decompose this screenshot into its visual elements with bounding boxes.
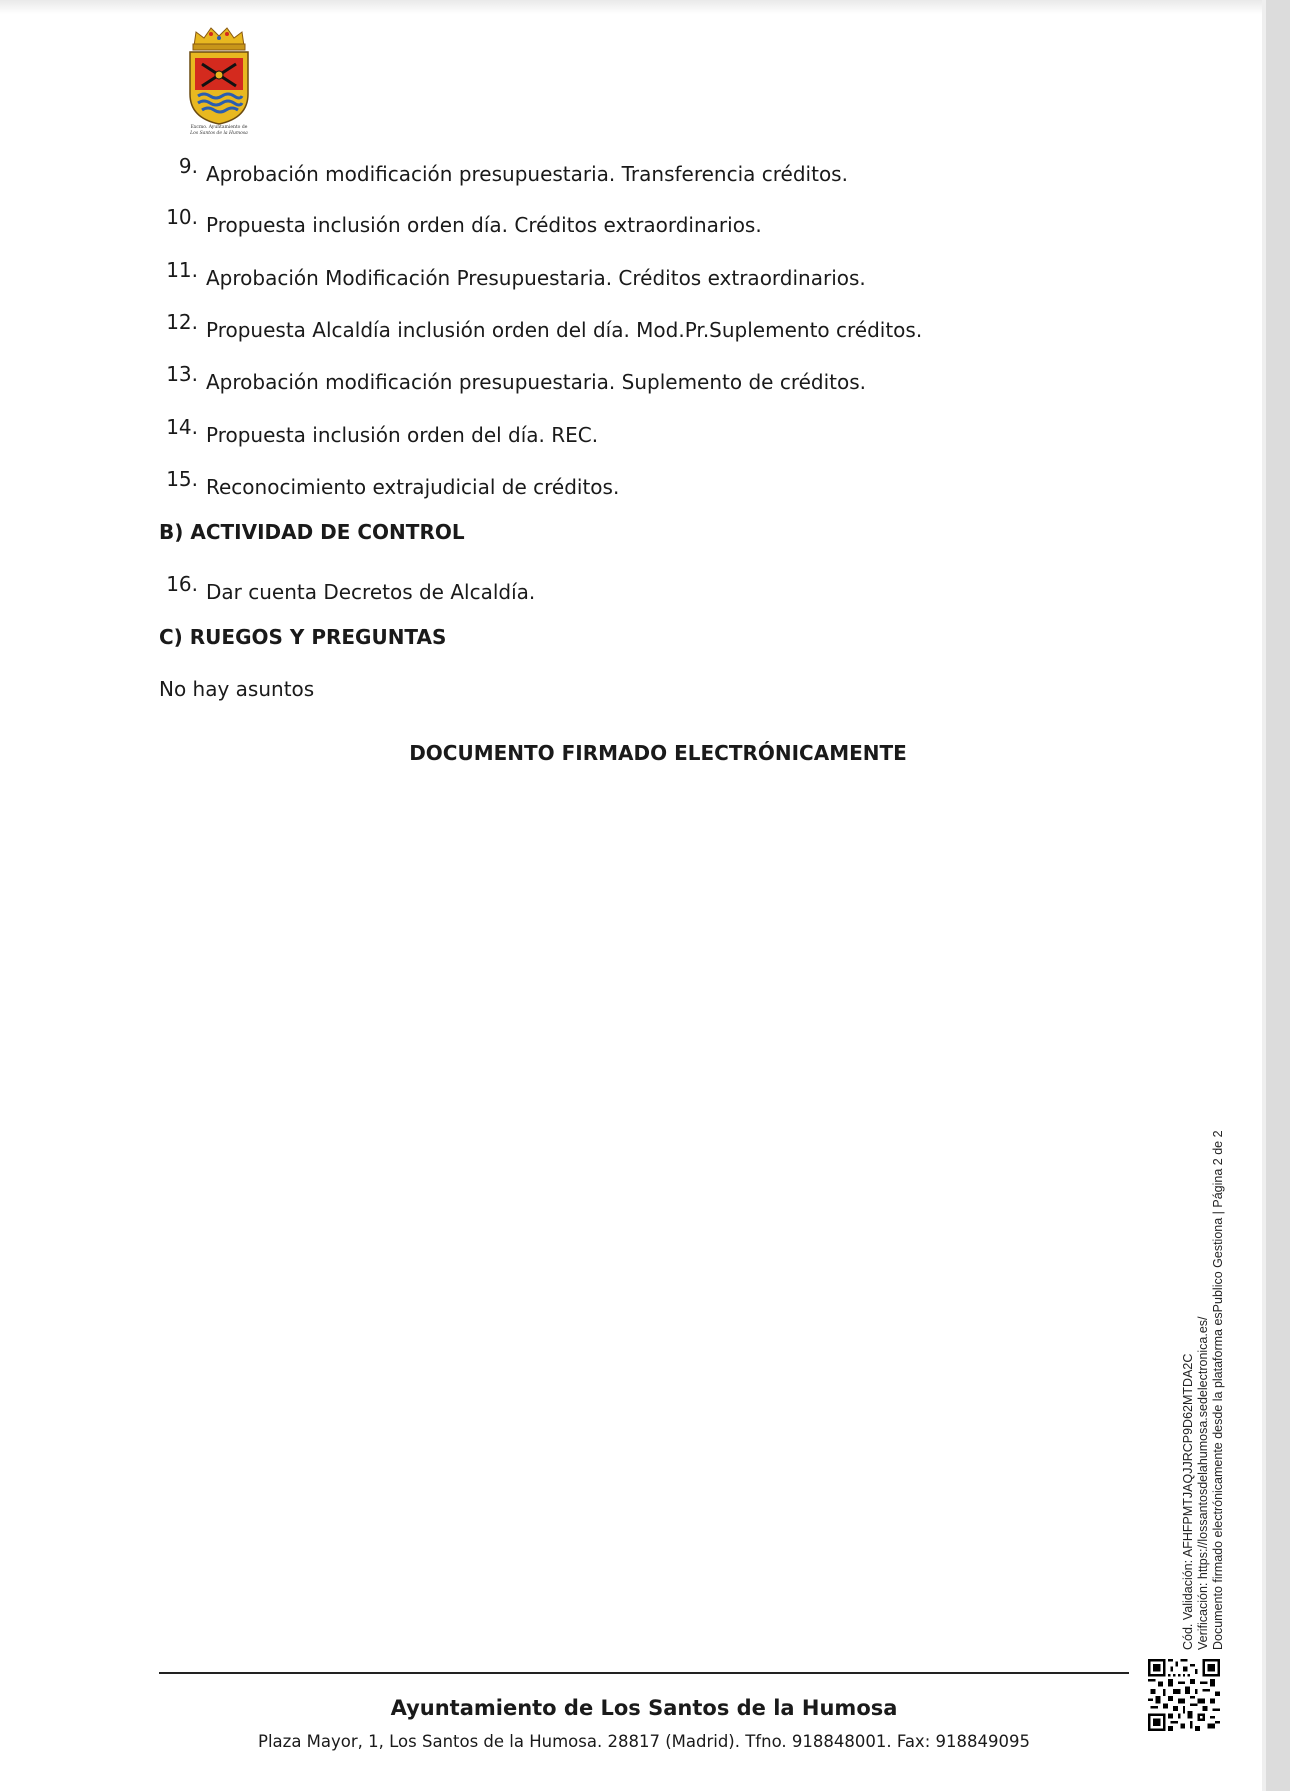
footer-address: Plaza Mayor, 1, Los Santos de la Humosa. 28817 (Madrid). Tfno. 918848001. Fax: 918849095 xyxy=(258,1732,1030,1751)
section-heading-control: B) ACTIVIDAD DE CONTROL xyxy=(159,520,465,544)
validation-code: Cód. Validación: AFHFPMTJAQJJRCP9D62MTDA2C xyxy=(1181,1353,1195,1650)
logo-caption-line1: Excmo. Ayuntamiento de xyxy=(190,125,248,130)
agenda-item-9 xyxy=(150,151,848,186)
agenda-item-15 xyxy=(150,464,620,499)
agenda-number: 13. xyxy=(166,362,198,386)
logo-caption-line2: Los Santos de la Humosa xyxy=(190,131,248,136)
footer-divider xyxy=(159,1672,1129,1674)
page-edge xyxy=(1266,0,1290,1791)
agenda-text: Dar cuenta Decretos de Alcaldía. xyxy=(206,580,536,604)
agenda-number: 9. xyxy=(178,154,198,178)
agenda-number: 14. xyxy=(166,415,198,439)
agenda-item-10 xyxy=(150,202,762,237)
footer-title: Ayuntamiento de Los Santos de la Humosa xyxy=(390,1696,898,1720)
agenda-text: Propuesta Alcaldía inclusión orden del día. Mod.Pr.Suplemento créditos. xyxy=(206,318,923,342)
agenda-text: Aprobación modificación presupuestaria. Suplemento de créditos. xyxy=(206,370,867,394)
agenda-item-11 xyxy=(150,255,866,290)
agenda-item-14 xyxy=(150,412,599,447)
agenda-text: Aprobación modificación presupuestaria. Transferencia créditos. xyxy=(206,162,848,186)
verification-url[interactable]: Verificación: https://lossantosdelahumosa.sedelectronica.es/ xyxy=(1196,1316,1210,1650)
agenda-item-12 xyxy=(150,307,923,342)
agenda-number: 11. xyxy=(166,258,198,282)
page-top-shade xyxy=(0,0,1266,14)
qr-code-icon[interactable] xyxy=(1148,1659,1220,1731)
verification-stamp xyxy=(1181,1130,1226,1650)
signed-notice: DOCUMENTO FIRMADO ELECTRÓNICAMENTE xyxy=(409,741,907,765)
agenda-number: 15. xyxy=(166,467,198,491)
agenda-item-13 xyxy=(150,359,867,394)
municipal-coat-of-arms-logo xyxy=(180,24,258,136)
agenda-number: 12. xyxy=(166,310,198,334)
agenda-number: 16. xyxy=(166,572,198,596)
agenda-item-16 xyxy=(150,569,536,604)
agenda-number: 10. xyxy=(166,205,198,229)
agenda-text: Aprobación Modificación Presupuestaria. Créditos extraordinarios. xyxy=(206,266,866,290)
agenda-text: Propuesta inclusión orden día. Créditos extraordinarios. xyxy=(206,213,762,237)
section-heading-ruegos: C) RUEGOS Y PREGUNTAS xyxy=(159,625,447,649)
agenda-text: Reconocimiento extrajudicial de créditos. xyxy=(206,475,620,499)
no-items-text: No hay asuntos xyxy=(159,677,315,701)
agenda-text: Propuesta inclusión orden del día. REC. xyxy=(206,423,599,447)
signature-platform-page: Documento firmado electrónicamente desde la plataforma esPublico Gestiona | Página 2 de 2 xyxy=(1211,1130,1225,1650)
